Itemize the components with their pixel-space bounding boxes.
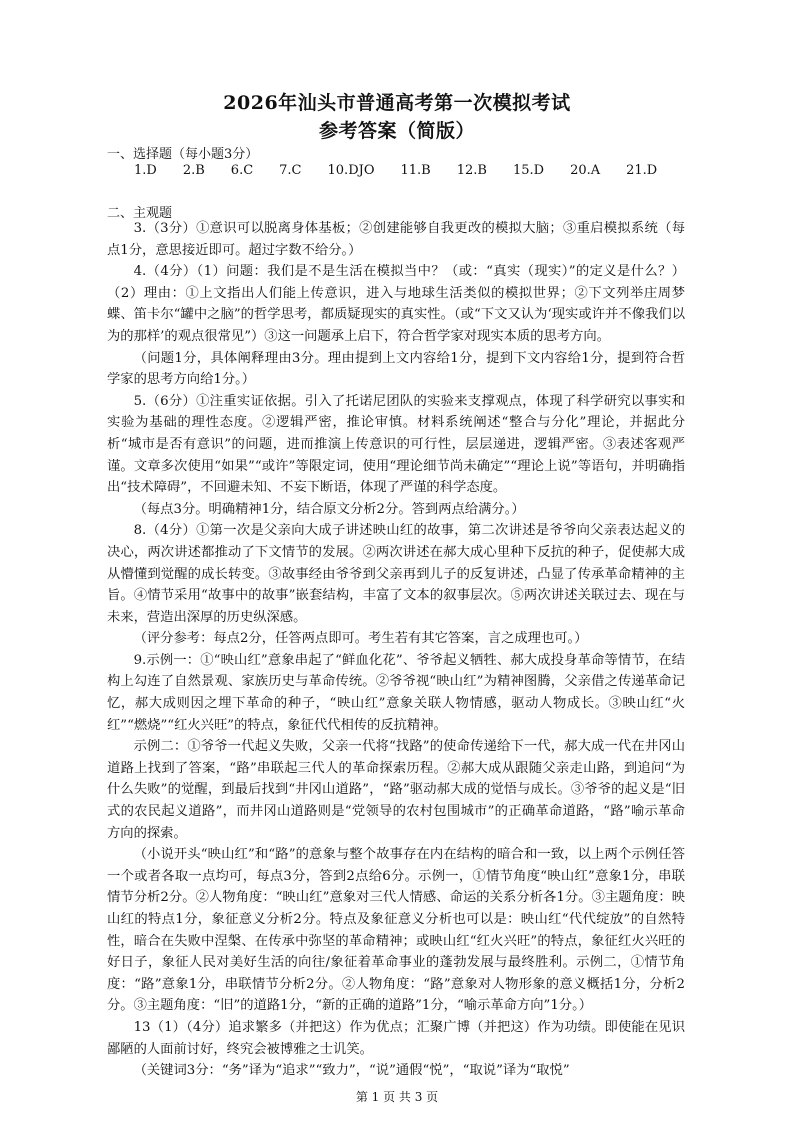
answer-item: 15.D <box>512 163 545 178</box>
answer-list <box>134 163 683 178</box>
answer-item: 6.C <box>230 163 254 178</box>
answer-item: 7.C <box>279 163 302 178</box>
answer-paragraph: 8.（4分）①第一次是父亲向大成子讲述映山红的故事，第二次讲述是爷爷向父亲表达起义的决心，两次讲述都推动了下文情节的发展。②两次讲述在郝大成心里种下反抗的种子，促使郝大成从懵懂到觉醒的成长转变。③故事经由爷爷到父亲再到儿子的反复讲述，凸显了传承革命精神的主旨。④情节采用“故事中的故事”嵌套结构，丰富了文本的叙事层次。⑤两次讲述关联过去、现在与未来，营造出深厚的历史纵深感。 <box>107 523 685 625</box>
answer-item: 12.B <box>456 163 487 178</box>
scoring-note: （关键词3分：“务”译为“追求”“致力”，“说”通假“悦”，“取说”译为“取悦” <box>133 1063 570 1079</box>
scoring-note: （小说开头“映山红”和“路”的意象与整个故事存在内在结构的暗合和一致，以上两个示例任答一个或者各取一点均可，每点3分，答到2点给6分。示例一，①情节角度“映山红”意象1分，串联情节分析2分。②人物角度：“映山红”意象对三代人情感、命运的关系分析各1分。③主题角度：映山红的特点1分，象征意义分析2分。特点及象征意义分析也可以是：映山红“代代绽放”的自然特性，暗合在失败中涅槃、在传承中弥坚的革命精神；或映山红“红火兴旺”的特点，象征红火兴旺的好日子，象征人民对美好生活的向往/象征着革命事业的蓬勃发展与最终胜利。示例二，①情节角度：“路”意象1分，串联情节分析2分。②人物角度：“路”意象对人物形象的意义概括1分，分析2分。③主题角度：“旧”的道路1分，“新的正确的道路”1分，“喻示革命方向”1分。） <box>107 847 685 1014</box>
page-title: 2026年汕头市普通高考第一次模拟考试 <box>223 92 571 114</box>
answer-paragraph: 4.（4分）（1）问题：我们是不是生活在模拟当中？（或：“真实（现实）”的定义是什么？）（2）理由：①上文指出人们能上传意识，进入与地球生活类似的模拟世界；②下文列举庄周梦蝶、笛卡尔“罐中之脑”的哲学思考，都质疑现实的真实性。（或“下文又认为‘现实或许并不像我们以为的那样’的观点很常见”）③这一问题承上启下，符合哲学家对现实本质的思考方向。 <box>107 264 685 344</box>
scoring-note: （问题1分，具体阐释理由3分。理由提到上文内容给1分，提到下文内容给1分，提到符合哲学家的思考方向给1分。） <box>107 350 685 388</box>
answer-body <box>107 218 685 1082</box>
page-number: 第 1 页 共 3 页 <box>355 1090 439 1104</box>
answer-item: 21.D <box>626 163 658 178</box>
answer-paragraph: 9.示例一：①“映山红”意象串起了“鲜血化花”、爷爷起义牺牲、郝大成投身革命等情节，在结构上勾连了自然景观、家族历史与革命传统。②爷爷视“映山红”为精神图腾，父亲借之传递革命记忆，郝大成则因之埋下革命的种子，“映山红”意象关联人物情感，驱动人物成长。③映山红“火红”“燃烧”“红火兴旺”的特点，象征代代相传的反抗精神。 <box>107 652 685 733</box>
answer-paragraph: 3.（3分）①意识可以脱离身体基板；②创建能够自我更改的模拟大脑；③重启模拟系统（每点1分，意思接近即可。超过字数不给分。） <box>107 221 685 258</box>
answer-item: 20.A <box>570 163 601 178</box>
answer-paragraph: 示例二：①爷爷一代起义失败，父亲一代将“找路”的使命传递给下一代，郝大成一代在井冈山道路上找到了答案，“路”串联起三代人的革命探索历程。②郝大成从跟随父亲走山路，到追问“为什么失败”的觉醒，到最后找到“井冈山道路”，“路”驱动郝大成的觉悟与成长。③爷爷的起义是“旧式的农民起义道路”，而井冈山道路则是“党领导的农村包围城市”的正确革命道路，“路”喻示革命方向的探索。 <box>107 739 685 841</box>
answer-item: 11.B <box>400 163 431 178</box>
answer-paragraph: 13（1）（4分）追求繁多（并把这）作为优点；汇聚广博（并把这）作为功绩。即使能在见识鄙陋的人面前讨好，终究会被博雅之士讥笑。 <box>107 1019 685 1057</box>
answer-item: 10.DJO <box>327 163 375 178</box>
scoring-note: （评分参考：每点2分，任答两点即可。考生若有其它答案，言之成理也可。） <box>133 631 588 647</box>
answer-item: 1.D <box>134 163 157 178</box>
scoring-note: （每点3分。明确精神1分，结合原文分析2分。答到两点给满分。） <box>133 501 525 517</box>
page-subtitle: 参考答案（简版） <box>318 120 475 142</box>
section-heading-choice: 一、选择题（每小题3分） <box>107 147 259 162</box>
answer-paragraph: 5.（6分）①注重实证依据。引入了托诺尼团队的实验来支撑观点，体现了科学研究以事实和实验为基础的理性态度。②逻辑严密，推论审慎。材料系统阐述“整合与分化”理论，并据此分析“城市是否有意识”的问题，进而推演上传意识的可行性，层层递进，逻辑严密。③表述客观严谨。文章多次使用“如果”“或许”等限定词，使用“理论细节尚未确定”“理论上说”等语句，并明确指出“技术障碍”，不回避未知、不妄下断语，体现了严谨的科学态度。 <box>107 393 685 496</box>
answer-item: 2.B <box>182 163 205 178</box>
section-heading-subjective: 二、主观题 <box>107 206 173 221</box>
